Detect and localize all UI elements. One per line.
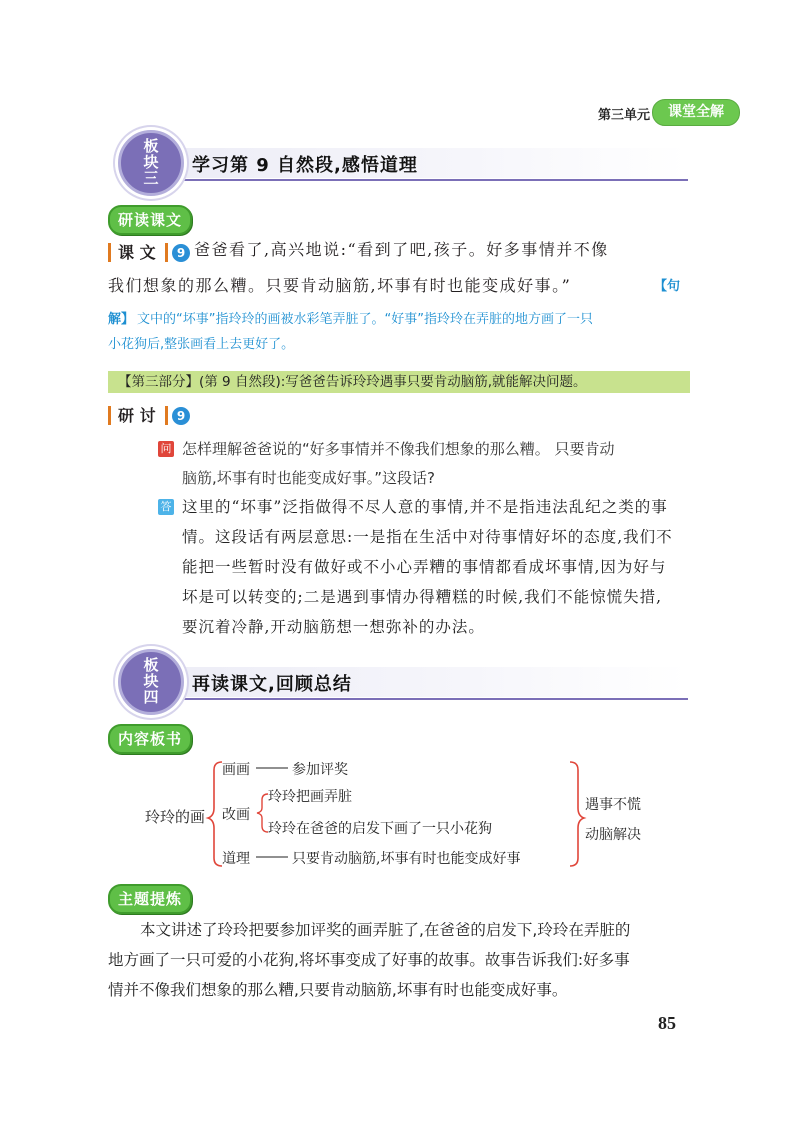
- question-icon: 问: [158, 441, 174, 457]
- kewen-line-2: 我们想象的那么糟。只要肯动脑筋,坏事有时也能变成好事。”: [108, 276, 572, 295]
- board-branch-2-sub-2: 玲玲在爸爸的启发下画了一只小花狗: [268, 821, 492, 837]
- jujie-label-b: 解】: [108, 312, 135, 327]
- block4-title: 再读课文,回顾总结: [192, 674, 352, 695]
- jujie-line-2: 小花狗后,整张画看上去更好了。: [108, 337, 295, 352]
- jujie-label-a: 【句: [654, 279, 681, 294]
- jujie-line-1: 文中的“坏事”指玲玲的画被水彩笔弄脏了。“好事”指玲玲在弄脏的地方画了一只: [137, 312, 593, 327]
- yantao-label: 研 讨: [118, 406, 156, 425]
- block3-title: 学习第 9 自然段,感悟道理: [192, 155, 418, 176]
- board-root: 玲玲的画: [145, 808, 206, 826]
- answer-line-3: 能把一些暂时没有做好或不小心弄糟的事情都看成坏事情,因为好与: [182, 558, 667, 576]
- answer-line-1: 这里的“坏事”泛指做得不尽人意的事情,并不是指违法乱纪之类的事: [182, 498, 668, 516]
- kewen-line-1: 爸爸看了,高兴地说:“看到了吧,孩子。好多事情并不像: [194, 240, 609, 259]
- question-line-1: 怎样理解爸爸说的“好多事情并不像我们想象的那么糟。 只要肯动: [182, 440, 615, 458]
- answer-line-4: 坏是可以转变的;二是遇到事情办得糟糕的时候,我们不能惊慌失措,: [182, 588, 663, 606]
- block4-badge: 板 块 四: [118, 649, 184, 715]
- board-branch-2-label: 改画: [222, 807, 250, 823]
- section-badge: 课堂全解: [652, 99, 740, 126]
- paragraph-number: 9: [172, 244, 190, 262]
- read-text-tag: 研读课文: [108, 205, 192, 235]
- unit-label: 第三单元: [597, 108, 650, 123]
- question-line-2: 脑筋,坏事有时也能变成好事。”这段话?: [182, 469, 436, 487]
- board-branch-3-label: 道理: [222, 851, 250, 867]
- part3-summary: 【第三部分】(第 9 自然段):写爸爸告诉玲玲遇事只要肯动脑筋,就能解决问题。: [108, 371, 690, 393]
- kewen-label: 课 文: [118, 243, 156, 262]
- board-result-2: 动脑解决: [585, 827, 641, 843]
- yantao-number: 9: [172, 407, 190, 425]
- board-branch-2-sub-1: 玲玲把画弄脏: [268, 789, 352, 805]
- theme-tag: 主题提炼: [108, 884, 192, 914]
- board-branch-1-label: 画画: [222, 762, 250, 778]
- board-branch-1-text: 参加评奖: [292, 762, 348, 778]
- summary-line-2: 地方画了一只可爱的小花狗,将坏事变成了好事的故事。故事告诉我们:好多事: [108, 951, 630, 969]
- board-result-1: 遇事不慌: [585, 797, 641, 813]
- answer-line-5: 要沉着冷静,开动脑筋想一想弥补的办法。: [182, 618, 485, 636]
- answer-icon: 答: [158, 499, 174, 515]
- board-branch-3-text: 只要肯动脑筋,坏事有时也能变成好事: [292, 851, 521, 867]
- summary-line-1: 本文讲述了玲玲把要参加评奖的画弄脏了,在爸爸的启发下,玲玲在弄脏的: [140, 921, 631, 939]
- board-tag: 内容板书: [108, 724, 192, 754]
- block3-badge: 板 块 三: [118, 130, 184, 196]
- page-number: 85: [658, 1013, 676, 1033]
- summary-line-3: 情并不像我们想象的那么糟,只要肯动脑筋,坏事有时也能变成好事。: [108, 981, 568, 999]
- answer-line-2: 情。这段话有两层意思:一是指在生活中对待事情好坏的态度,我们不: [182, 528, 673, 546]
